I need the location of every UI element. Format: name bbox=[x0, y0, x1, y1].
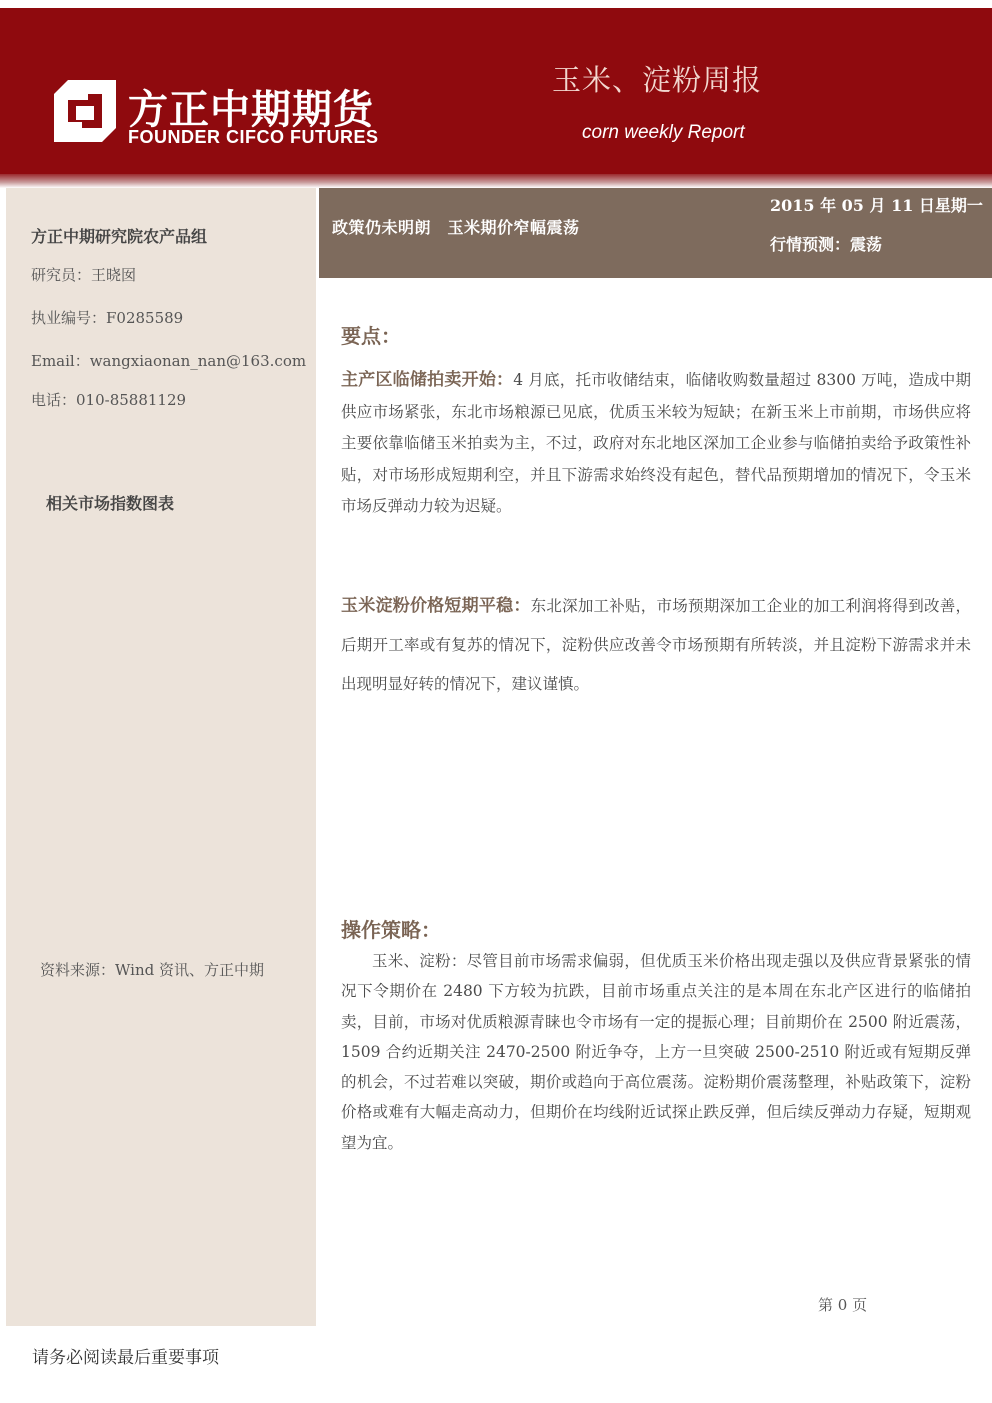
key-point-1-lead: 主产区临储拍卖开始： bbox=[341, 370, 514, 390]
disclaimer-note: 请务必阅读最后重要事项 bbox=[32, 1348, 219, 1368]
key-points-title: 要点： bbox=[341, 324, 401, 348]
key-point-2-lead: 玉米淀粉价格短期平稳： bbox=[341, 596, 531, 616]
strategy-text: 玉米、淀粉：尽管目前市场需求偏弱，但优质玉米价格出现走强以及供应背景紧张的情况下令期价在 2480 下方较为抗跌，目前市场重点关注的是本周在东北产区进行的临储拍卖，目前，市场对优质粮源青睐也令市场有一定的提振心理；目前期价在 2500 附近震荡，1509 合约近期关注 2470-2500 附近争夺，上方一旦突破 2500-2510 附近或有短期反弹的机会，不过若难以突破，期价或趋向于高位震荡。淀粉期价震荡整理，补贴政策下，淀粉价格或难有大幅走高动力，但期价在均线附近试探止跌反弹，但后续反弹动力存疑，短期观望为宜。 bbox=[341, 952, 971, 1152]
report-date: 2015 年 05 月 11 日星期一 bbox=[770, 196, 983, 215]
key-point-1 bbox=[341, 365, 971, 523]
researcher-name: 研究员：王晓囡 bbox=[31, 266, 137, 284]
license-number: 执业编号：F0285589 bbox=[31, 309, 184, 327]
report-subtitle: corn weekly Report bbox=[582, 122, 745, 143]
founder-logo-icon bbox=[54, 80, 116, 142]
page-number: 第 0 页 bbox=[818, 1296, 868, 1314]
contact-email[interactable]: Email：wangxiaonan_nan@163.com bbox=[31, 352, 307, 370]
key-point-2-text: 东北深加工补贴，市场预期深加工企业的加工利润将得到改善，后期开工率或有复苏的情况下，淀粉供应改善令市场预期有所转淡，并且淀粉下游需求并未出现明显好转的情况下，建议谨慎。 bbox=[341, 597, 971, 693]
contact-phone: 电话：010-85881129 bbox=[31, 391, 187, 409]
report-title: 玉米、淀粉周报 bbox=[552, 63, 763, 97]
headline: 政策仍未明朗 玉米期价窄幅震荡 bbox=[332, 218, 580, 237]
company-logo-en: FOUNDER CIFCO FUTURES bbox=[128, 127, 379, 147]
research-group: 方正中期研究院农产品组 bbox=[31, 227, 208, 246]
key-point-2 bbox=[341, 587, 971, 704]
market-forecast: 行情预测：震荡 bbox=[770, 235, 883, 254]
strategy-title: 操作策略： bbox=[341, 918, 441, 942]
key-point-1-text: 4 月底，托市收储结束，临储收购数量超过 8300 万吨，造成中期供应市场紧张，东北市场粮源已见底，优质玉米较为短缺；在新玉米上市前期，市场供应将主要依靠临储玉米拍卖为主，不过，政府对东北地区深加工企业参与临储拍卖给予政策性补贴，对市场形成短期利空，并且下游需求始终没有起色，替代品预期增加的情况下，令玉米市场反弹动力较为迟疑。 bbox=[341, 371, 972, 515]
header-divider bbox=[0, 174, 992, 188]
company-logo-cn: 方正中期期货 bbox=[128, 87, 374, 133]
charts-heading: 相关市场指数图表 bbox=[46, 494, 175, 513]
data-source: 资料来源：Wind 资讯、方正中期 bbox=[40, 961, 264, 979]
